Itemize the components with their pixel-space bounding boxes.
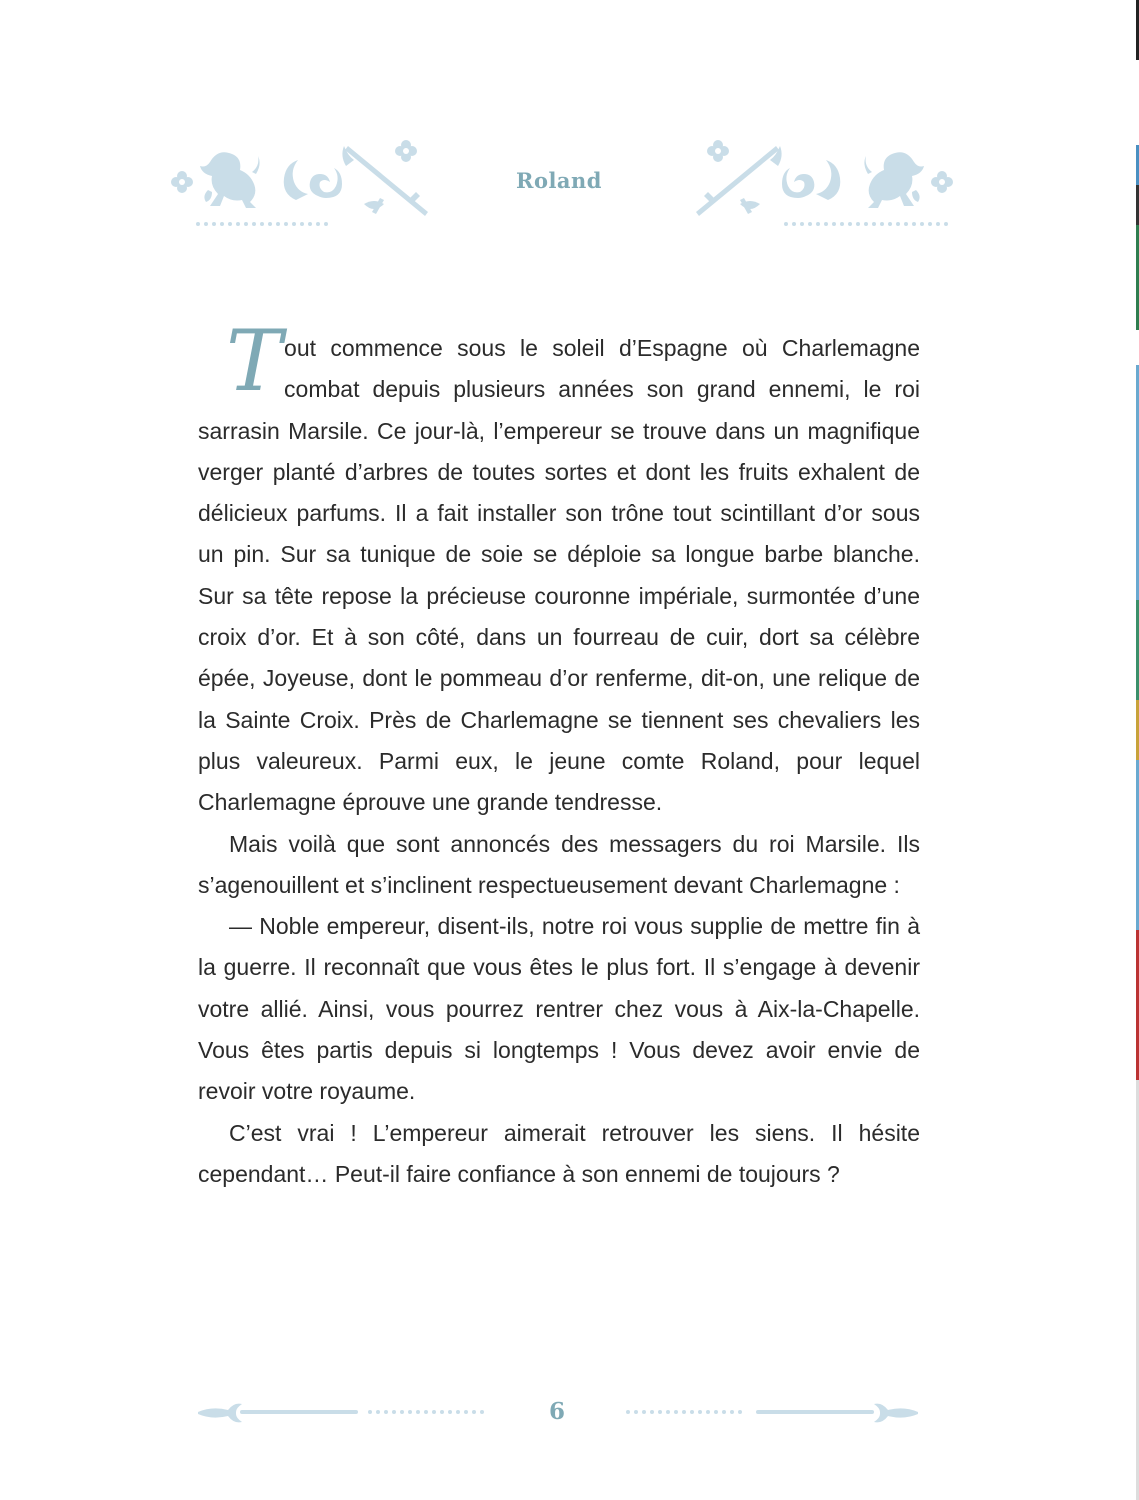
cross-flower-icon [395,140,417,162]
crossed-swords-icon [345,146,428,216]
dotted-rule [196,222,328,226]
header-ornament-left [168,132,438,232]
swirl-icon [770,146,840,200]
paragraph-1-text: out commence sous le soleil d’Espagne où Charlemagne combat depuis plusieurs années son grand ennemi, le roi sarrasin Marsile. Ce jour-là, l’empereur se trouve dans un magnifique verger planté d’arbres de toutes sortes et dont les fruits exhalent de délicieux parfums. Il a fait installer son trône tout scintillant d’or sous un pin. Sur sa tunique de soie se déploie sa longue barbe blanche. Sur sa tête repose la précieuse couronne impériale, surmontée d’une croix d’or. Et à son côté, dans un fourreau de cuir, dort sa célèbre épée, Joyeuse, dont le pommeau d’or renferme, dit-on, une relique de la Sainte Croix. Près de Charlemagne se tiennent ses chevaliers les plus valeureux. Parmi eux, le jeune comte Roland, pour lequel Charlemagne éprouve une grande tendresse. [198,335,920,816]
header-ornament-right [686,132,956,232]
body-text [198,312,920,1195]
lion-icon [200,152,260,208]
cross-flower-icon [931,171,953,193]
paragraph-3: — Noble empereur, disent-ils, notre roi vous supplie de mettre fin à la guerre. Il reconnaît que vous êtes le plus fort. Il s’engage à devenir votre allié. Ainsi, vous pourrez rentrer chez vous à Aix-la-Chapelle. Vous êtes partis depuis si longtemps ! Vous devez avoir envie de revoir votre royaume. [198,913,920,1105]
paragraph-1 [198,312,920,824]
drop-cap: T [226,312,283,410]
dotted-rule [626,1410,742,1414]
running-title: Roland [516,168,602,193]
crossed-swords-icon [696,146,779,216]
lion-icon [864,152,924,208]
cross-flower-icon [171,171,193,193]
paragraph-4: C’est vrai ! L’empereur aimerait retrouver les siens. Il hésite cependant… Peut-il faire confiance à son ennemi de toujours ? [198,1119,920,1187]
page-number: 6 [548,1398,565,1425]
swirl-icon [284,146,354,200]
fleur-arrow-icon [874,1404,918,1423]
paragraph-2: Mais voilà que sont annoncés des messagers du roi Marsile. Ils s’agenouillent et s’inclinent respectueusement devant Charlemagne : [198,830,920,898]
dotted-rule [784,222,948,226]
dotted-rule [368,1410,484,1414]
cross-flower-icon [707,140,729,162]
fleur-arrow-icon [198,1404,242,1423]
